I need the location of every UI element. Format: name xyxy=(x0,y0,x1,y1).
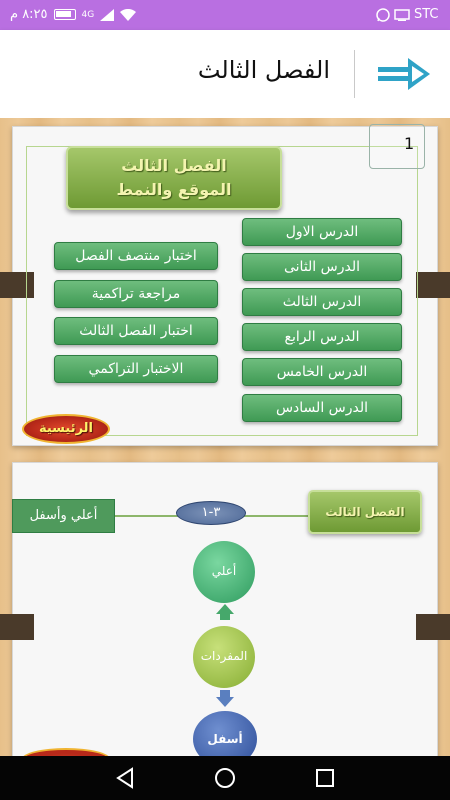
chapter-title-box xyxy=(66,146,282,210)
arrow-down-stem xyxy=(220,690,230,697)
page-title: الفصل الثالث xyxy=(197,56,330,84)
lesson-3-button[interactable]: الدرس الثالث xyxy=(242,288,402,316)
lesson-6-button[interactable]: الدرس السادس xyxy=(242,394,402,422)
carrier-label: STC xyxy=(414,7,439,22)
status-bar xyxy=(0,0,450,30)
arrow-right-icon[interactable] xyxy=(374,54,434,94)
battery-icon xyxy=(54,9,76,20)
cumulative-review-button[interactable]: مراجعة تراكمية xyxy=(54,280,218,308)
arrow-up-stem xyxy=(220,613,230,620)
lesson-2-button[interactable]: الدرس الثانى xyxy=(242,253,402,281)
header-divider xyxy=(354,50,355,98)
home-circle-icon[interactable] xyxy=(214,767,236,789)
lesson-4-button[interactable]: الدرس الرابع xyxy=(242,323,402,351)
cast-icon xyxy=(394,9,410,21)
status-right-group xyxy=(376,7,439,22)
vocabulary-circle[interactable]: المفردات xyxy=(193,626,255,688)
concept-label[interactable]: أعلي وأسفل xyxy=(12,499,115,533)
status-left-group xyxy=(10,7,136,22)
network-type: 4G xyxy=(81,9,95,20)
cumulative-test-button[interactable]: الاختبار التراكمي xyxy=(54,355,218,383)
above-circle[interactable]: أعلي xyxy=(193,541,255,603)
lesson-5-button[interactable]: الدرس الخامس xyxy=(242,358,402,386)
below-circle[interactable]: أسفل xyxy=(193,711,257,767)
page-clip-right xyxy=(416,272,450,298)
navigation-bar xyxy=(0,756,450,800)
lesson-1-button[interactable]: الدرس الاول xyxy=(242,218,402,246)
arrow-down-icon xyxy=(216,697,234,707)
recents-square-icon[interactable] xyxy=(314,767,336,789)
midterm-test-button[interactable]: اختبار منتصف الفصل xyxy=(54,242,218,270)
page-number-box xyxy=(369,124,425,169)
clock: ٨:٢٥ م xyxy=(10,7,48,22)
page-number: 1 xyxy=(404,134,415,153)
chapter-label-box[interactable]: الفصل الثالث xyxy=(308,490,422,534)
wifi-icon xyxy=(120,9,136,21)
chapter-subtitle: الموقع والنمط xyxy=(116,180,232,199)
back-triangle-icon[interactable] xyxy=(114,767,136,789)
page-clip-right-2 xyxy=(416,614,450,640)
chapter-test-button[interactable]: اختبار الفصل الثالث xyxy=(54,317,218,345)
app-header xyxy=(0,30,450,118)
whatsapp-icon xyxy=(376,8,390,22)
signal-icon xyxy=(100,9,114,21)
chapter-title: الفصل الثالث xyxy=(121,156,227,175)
home-button[interactable]: الرئيسية xyxy=(22,414,110,444)
page-clip-left-2 xyxy=(0,614,34,640)
section-number: ٣-١ xyxy=(176,501,246,525)
